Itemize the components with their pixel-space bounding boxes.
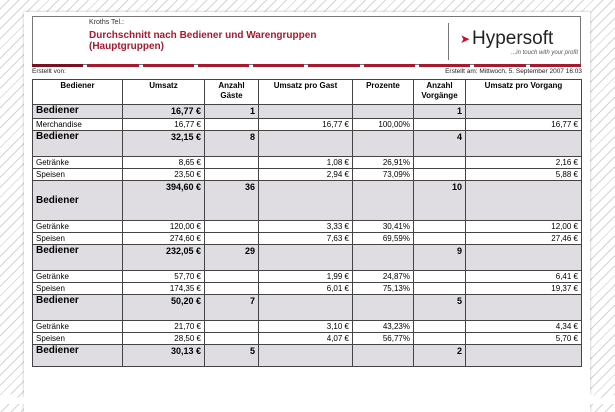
table-row	[33, 119, 582, 131]
cell-label: Merchandise	[33, 119, 123, 131]
header-divider	[448, 23, 449, 60]
cell-gaeste: 36	[205, 181, 259, 221]
col-umsatz-pro-gast: Umsatz pro Gast	[259, 80, 353, 105]
cell-label: Bediener	[33, 131, 123, 157]
cell-label: Bediener	[33, 245, 123, 271]
cell-pro-gast: 4,07 €	[259, 333, 353, 345]
col-anzahl-vorgaenge: Anzahl Vorgänge	[414, 80, 466, 105]
cell-vorgaenge	[414, 221, 466, 233]
created-on: Erstellt am: Mittwoch, 5. September 2007 16:03	[445, 68, 582, 75]
cell-pro-gast: 2,94 €	[259, 169, 353, 181]
cell-prozente	[353, 345, 414, 367]
table-row	[33, 271, 582, 283]
cell-pro-gast: 6,01 €	[259, 283, 353, 295]
cell-prozente: 26,91%	[353, 157, 414, 169]
company-label: Kroths Tel.:	[89, 19, 124, 26]
cell-pro-vorgang	[466, 345, 582, 367]
cell-pro-gast: 16,77 €	[259, 119, 353, 131]
cell-gaeste	[205, 283, 259, 295]
cell-pro-vorgang	[466, 131, 582, 157]
table-row	[33, 283, 582, 295]
cell-vorgaenge: 2	[414, 345, 466, 367]
cell-umsatz: 50,20 €	[123, 295, 205, 321]
cell-prozente: 69,59%	[353, 233, 414, 245]
cell-prozente: 30,41%	[353, 221, 414, 233]
arrow-icon: ➤	[460, 32, 471, 46]
cell-label: Getränke	[33, 221, 123, 233]
cell-umsatz: 120,00 €	[123, 221, 205, 233]
cell-pro-vorgang: 19,37 €	[466, 283, 582, 295]
cell-umsatz: 274,60 €	[123, 233, 205, 245]
cell-pro-vorgang: 16,77 €	[466, 119, 582, 131]
group-row	[33, 105, 582, 119]
cell-gaeste: 1	[205, 105, 259, 119]
cell-umsatz: 28,50 €	[123, 333, 205, 345]
cell-vorgaenge	[414, 333, 466, 345]
cell-pro-vorgang	[466, 295, 582, 321]
cell-pro-vorgang	[466, 181, 582, 221]
col-anzahl-gaeste: Anzahl Gäste	[205, 80, 259, 105]
report-page	[24, 12, 590, 412]
table-row	[33, 157, 582, 169]
col-bediener: Bediener	[33, 80, 123, 105]
cell-prozente	[353, 181, 414, 221]
cell-prozente: 24,87%	[353, 271, 414, 283]
cell-vorgaenge: 4	[414, 131, 466, 157]
cell-umsatz: 394,60 €	[123, 181, 205, 221]
cell-gaeste	[205, 233, 259, 245]
cell-prozente: 75,13%	[353, 283, 414, 295]
cell-label: Bediener	[33, 105, 123, 119]
cell-gaeste: 29	[205, 245, 259, 271]
col-umsatz: Umsatz	[123, 80, 205, 105]
report-title: Durchschnitt nach Bediener und Warengruppen	[89, 30, 317, 41]
cell-pro-vorgang: 2,16 €	[466, 157, 582, 169]
cell-prozente: 56,77%	[353, 333, 414, 345]
cell-prozente	[353, 295, 414, 321]
cell-gaeste: 5	[205, 345, 259, 367]
cell-umsatz: 232,05 €	[123, 245, 205, 271]
cell-label: Speisen	[33, 169, 123, 181]
cell-gaeste	[205, 271, 259, 283]
cell-pro-vorgang: 12,00 €	[466, 221, 582, 233]
created-by: Erstellt von:	[32, 68, 66, 75]
table-row	[33, 221, 582, 233]
table-row	[33, 233, 582, 245]
cell-pro-vorgang: 5,70 €	[466, 333, 582, 345]
cell-gaeste	[205, 169, 259, 181]
report-header	[32, 16, 581, 65]
cell-vorgaenge	[414, 283, 466, 295]
table-row	[33, 169, 582, 181]
cell-umsatz: 16,77 €	[123, 105, 205, 119]
cell-label: Speisen	[33, 333, 123, 345]
table-row	[33, 321, 582, 333]
cell-label: Speisen	[33, 233, 123, 245]
cell-pro-gast	[259, 295, 353, 321]
cell-label: Bediener	[33, 181, 123, 221]
cell-prozente	[353, 105, 414, 119]
cell-vorgaenge	[414, 169, 466, 181]
cell-gaeste	[205, 333, 259, 345]
cell-gaeste	[205, 221, 259, 233]
cell-pro-gast: 1,08 €	[259, 157, 353, 169]
logo-tagline: ...in touch with your profit	[511, 50, 578, 56]
cell-pro-vorgang	[466, 245, 582, 271]
cell-gaeste	[205, 119, 259, 131]
col-umsatz-pro-vorgang: Umsatz pro Vorgang	[466, 80, 582, 105]
cell-umsatz: 8,65 €	[123, 157, 205, 169]
group-row	[33, 295, 582, 321]
cell-umsatz: 57,70 €	[123, 271, 205, 283]
cell-gaeste	[205, 321, 259, 333]
cell-label: Speisen	[33, 283, 123, 295]
cell-umsatz: 21,70 €	[123, 321, 205, 333]
cell-vorgaenge: 9	[414, 245, 466, 271]
cell-pro-gast: 3,10 €	[259, 321, 353, 333]
cell-prozente	[353, 131, 414, 157]
cell-prozente: 100,00%	[353, 119, 414, 131]
cell-gaeste	[205, 157, 259, 169]
cell-pro-vorgang	[466, 105, 582, 119]
group-row	[33, 131, 582, 157]
cell-vorgaenge	[414, 321, 466, 333]
cell-vorgaenge	[414, 119, 466, 131]
hypersoft-logo	[460, 27, 578, 61]
cell-label: Getränke	[33, 157, 123, 169]
cell-pro-gast: 7,63 €	[259, 233, 353, 245]
table-row	[33, 333, 582, 345]
cell-pro-gast	[259, 105, 353, 119]
cell-pro-vorgang: 27,46 €	[466, 233, 582, 245]
cell-pro-gast	[259, 345, 353, 367]
cell-prozente	[353, 245, 414, 271]
cell-pro-gast: 1,99 €	[259, 271, 353, 283]
cell-vorgaenge: 1	[414, 105, 466, 119]
cell-pro-gast: 3,33 €	[259, 221, 353, 233]
report-subtitle: (Hauptgruppen)	[89, 41, 164, 52]
group-row	[33, 245, 582, 271]
cell-vorgaenge	[414, 233, 466, 245]
cell-pro-vorgang: 4,34 €	[466, 321, 582, 333]
cell-pro-gast	[259, 181, 353, 221]
header-row	[33, 80, 582, 105]
cell-umsatz: 174,35 €	[123, 283, 205, 295]
cell-label: Bediener	[33, 295, 123, 321]
cell-vorgaenge: 5	[414, 295, 466, 321]
cell-umsatz: 16,77 €	[123, 119, 205, 131]
cell-pro-vorgang: 5,88 €	[466, 169, 582, 181]
logo-word: Hypersoft	[472, 28, 554, 49]
cell-pro-gast	[259, 245, 353, 271]
cell-gaeste: 8	[205, 131, 259, 157]
group-row	[33, 345, 582, 367]
cell-vorgaenge	[414, 157, 466, 169]
cell-label: Bediener	[33, 345, 123, 367]
col-prozente: Prozente	[353, 80, 414, 105]
cell-umsatz: 32,15 €	[123, 131, 205, 157]
cell-label: Getränke	[33, 271, 123, 283]
cell-vorgaenge	[414, 271, 466, 283]
torn-edge	[0, 392, 615, 404]
cell-label: Getränke	[33, 321, 123, 333]
cell-prozente: 73,09%	[353, 169, 414, 181]
cell-pro-gast	[259, 131, 353, 157]
cell-umsatz: 30,13 €	[123, 345, 205, 367]
cell-gaeste: 7	[205, 295, 259, 321]
group-row	[33, 181, 582, 221]
cell-prozente: 43,23%	[353, 321, 414, 333]
cell-umsatz: 23,50 €	[123, 169, 205, 181]
cell-pro-vorgang: 6,41 €	[466, 271, 582, 283]
cell-vorgaenge: 10	[414, 181, 466, 221]
report-table	[32, 79, 582, 367]
